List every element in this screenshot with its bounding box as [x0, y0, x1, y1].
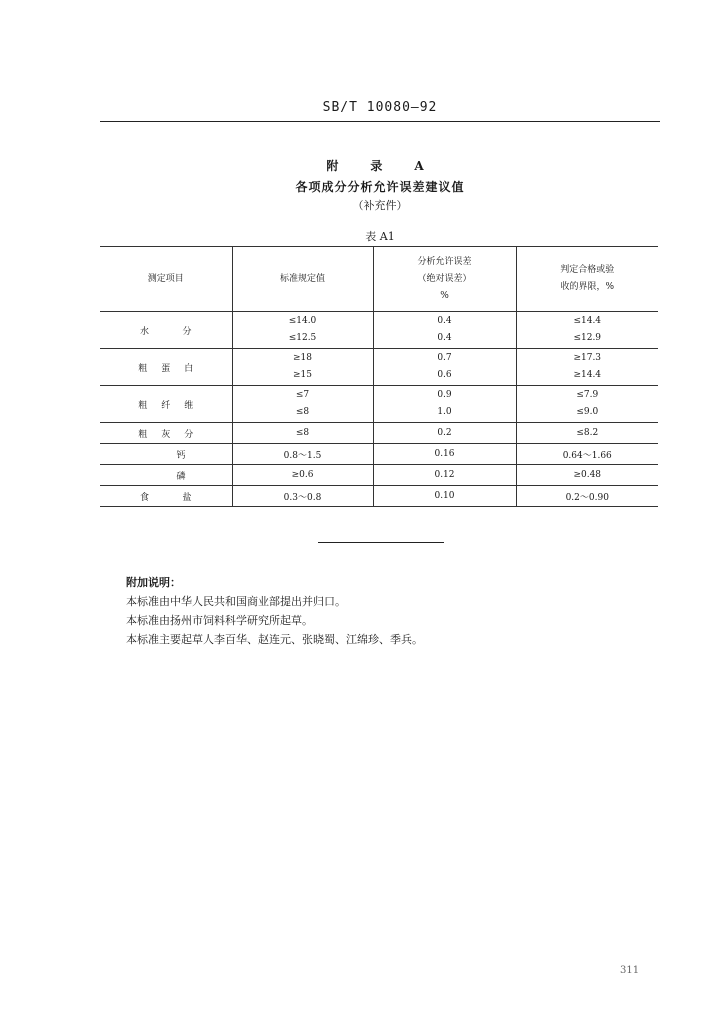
cell-value: ≤7.9	[576, 390, 599, 400]
row-standard: 0.8～1.5	[232, 444, 373, 465]
appendix-label: 附 录 A	[326, 159, 434, 173]
cell-value: ≤9.0	[576, 407, 599, 417]
row-standard: ≥0.6	[232, 465, 373, 486]
row-item: 水分	[100, 312, 232, 349]
row-item: 粗纤维	[100, 386, 232, 423]
row-item: 钙	[100, 444, 232, 465]
notes-line: 本标准由扬州市饲料科学研究所起草。	[126, 614, 313, 627]
cell-value: ≤8	[295, 407, 310, 417]
notes-line: 本标准主要起草人李百华、赵连元、张晓蜀、江绵珍、季兵。	[126, 633, 423, 646]
table-row	[100, 423, 658, 444]
table-row	[100, 444, 658, 465]
row-standard: ≤8	[232, 423, 373, 444]
notes-heading: 附加说明：	[126, 576, 181, 589]
cell-value: ≤12.5	[288, 333, 317, 343]
header-tolerance	[373, 247, 516, 312]
table-caption: 表 A1	[365, 230, 395, 243]
cell-value: ≥17.3	[573, 353, 602, 363]
row-item: 磷	[100, 465, 232, 486]
row-standard	[232, 349, 373, 386]
cell-value: 0.9	[437, 390, 452, 400]
cell-value: ≥14.4	[573, 370, 602, 380]
cell-value: 0.7	[437, 353, 452, 363]
header-tolerance-line2: （绝对误差）	[417, 273, 472, 284]
header-tolerance-line3: %	[440, 290, 449, 301]
cell-value: 0.4	[437, 333, 452, 343]
header-rule	[100, 121, 660, 122]
cell-value: ≤7	[295, 390, 310, 400]
row-item: 粗灰分	[100, 423, 232, 444]
header-item: 测定项目	[100, 247, 232, 312]
closing-rule	[318, 542, 444, 543]
cell-value: ≤14.4	[573, 316, 602, 326]
header-limit-line1: 判定合格或验	[560, 265, 615, 275]
table-row	[100, 465, 658, 486]
header-tolerance-line1: 分析允许误差	[417, 256, 472, 267]
cell-value: ≤12.9	[573, 333, 602, 343]
row-item: 粗蛋白	[100, 349, 232, 386]
header-limit-line2: 收的界限，%	[560, 282, 615, 292]
cell-value: 0.4	[437, 316, 452, 326]
cell-value: ≤14.0	[288, 316, 317, 326]
row-tolerance: 0.12	[373, 465, 516, 486]
row-tolerance: 0.10	[373, 486, 516, 507]
row-limit: ≥0.48	[516, 465, 658, 486]
document-subtitle: （补充件）	[352, 199, 408, 212]
row-tolerance	[373, 349, 516, 386]
header-limit	[516, 247, 658, 312]
cell-value: ≥18	[293, 353, 312, 363]
row-tolerance: 0.16	[373, 444, 516, 465]
notes-line: 本标准由中华人民共和国商业部提出并归口。	[126, 595, 346, 608]
row-limit: ≤8.2	[516, 423, 658, 444]
row-standard	[232, 386, 373, 423]
row-standard	[232, 312, 373, 349]
row-tolerance	[373, 312, 516, 349]
cell-value: ≥15	[293, 370, 312, 380]
page-number: 311	[620, 965, 640, 976]
row-item: 食盐	[100, 486, 232, 507]
additional-notes	[126, 573, 423, 649]
row-standard: 0.3～0.8	[232, 486, 373, 507]
table-row	[100, 386, 658, 423]
cell-value: 1.0	[437, 407, 452, 417]
cell-value: 0.6	[437, 370, 452, 380]
row-tolerance: 0.2	[373, 423, 516, 444]
row-limit	[516, 386, 658, 423]
row-limit	[516, 312, 658, 349]
document-title: 各项成分分析允许误差建议值	[295, 180, 465, 194]
row-tolerance	[373, 386, 516, 423]
table-header-row	[100, 247, 658, 312]
tolerance-table	[100, 246, 658, 507]
row-limit	[516, 349, 658, 386]
table-row	[100, 349, 658, 386]
table-row	[100, 486, 658, 507]
table-row	[100, 312, 658, 349]
standard-code: SB/T 10080—92	[322, 100, 438, 115]
row-limit: 0.2～0.90	[516, 486, 658, 507]
row-limit: 0.64～1.66	[516, 444, 658, 465]
header-standard: 标准规定值	[232, 247, 373, 312]
